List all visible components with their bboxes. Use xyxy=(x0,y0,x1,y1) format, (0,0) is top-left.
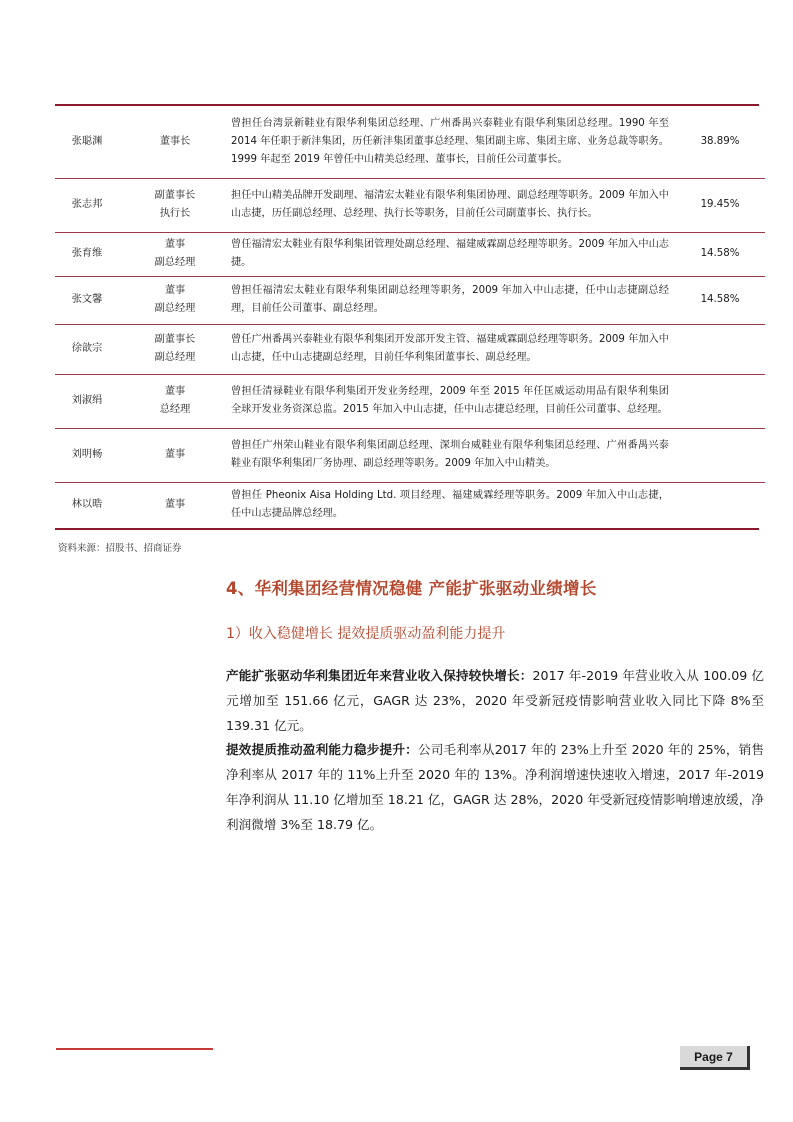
table-bottom-rule xyxy=(55,528,759,530)
title-line: 董事 xyxy=(164,449,186,460)
management-table-grid xyxy=(55,106,765,528)
paragraph-profit-body: 公司毛利率从2017 年的 23%上升至 2020 年的 25%，销售净利率从 2017 年的 11%上升至 2020 年的 13%。净利润增速快速收入增速，2017 年-2019 年净利润从 11.10 亿增加至 18.21 亿，GAGR 达 28%，2020 年受新冠疫情影响增速放缓，净利润微增 3%至 18.79 亿。 xyxy=(226,742,765,832)
sub-heading: 1）收入稳健增长 提效提质驱动盈利能力提升 xyxy=(226,626,506,642)
person-title xyxy=(119,428,231,482)
person-name: 张文馨 xyxy=(55,276,119,324)
person-name: 林以晧 xyxy=(71,499,103,511)
person-title xyxy=(119,482,231,528)
paragraph-revenue xyxy=(226,663,764,738)
paragraph-revenue-lead: 产能扩张驱动华利集团近年来营业收入保持较快增长： xyxy=(226,668,533,683)
table-row xyxy=(55,106,765,178)
paragraph-revenue-body: 2017 年-2019 年营业收入从 100.09 亿元增加至 151.66 亿元，GAGR 达 23%，2020 年受新冠疫情影响营业收入同比下降 8%至 139.31 亿元。 xyxy=(226,668,764,733)
source-note: 资料来源：招股书、招商证券 xyxy=(58,543,182,554)
title-line: 董事 xyxy=(164,285,186,296)
table-row xyxy=(55,428,765,482)
shareholding-pct xyxy=(675,324,765,374)
paragraph-profit-lead: 提效提质推动盈利能力稳步提升： xyxy=(226,742,418,757)
shareholding-pct: 38.89% xyxy=(675,106,765,178)
shareholding-pct: 14.58% xyxy=(675,232,765,276)
table-row xyxy=(55,482,765,528)
person-name: 刘淑绢 xyxy=(55,374,119,428)
table-row xyxy=(55,324,765,374)
table-row xyxy=(55,232,765,276)
person-title xyxy=(119,232,231,276)
person-bio: 曾担任 Pheonix Aisa Holding Ltd. 项目经理、福建威霖经理等职务。2009 年加入中山志捷，任中山志捷品牌总经理。 xyxy=(231,490,669,520)
person-bio: 曾任广州番禺兴泰鞋业有限华利集团开发部开发主管、福建威霖副总经理等职务。2009 年加入中山志捷，任中山志捷副总经理，目前任华利集团董事长、副总经理。 xyxy=(231,324,675,374)
title-line: 董事 xyxy=(164,499,186,511)
person-bio: 曾担任台湾景新鞋业有限华利集团总经理、广州番禺兴泰鞋业有限华利集团总经理。1990 年至2014 年任职于新沣集团，历任新沣集团董事总经理、集团副主席、集团主席、业务总裁等职务。1999 年起至 2019 年曾任中山精美总经理、董事长，目前任公司董事长。 xyxy=(231,106,675,178)
section-heading: 4、华利集团经营情况稳健 产能扩张驱动业绩增长 xyxy=(226,579,597,598)
table-row xyxy=(55,178,765,232)
title-line: 副总经理 xyxy=(154,352,196,363)
person-title xyxy=(119,324,231,374)
person-title xyxy=(119,178,231,232)
page-number: Page 7 xyxy=(680,1046,750,1070)
shareholding-pct xyxy=(675,428,765,482)
title-line: 董事长 xyxy=(159,135,191,147)
shareholding-pct xyxy=(675,482,765,528)
table-row xyxy=(55,374,765,428)
person-bio: 曾任福清宏太鞋业有限华利集团管理处副总经理、福建威霖副总经理等职务。2009 年加入中山志捷。 xyxy=(231,232,675,276)
shareholding-pct: 14.58% xyxy=(675,276,765,324)
person-title xyxy=(119,374,231,428)
person-name: 张育维 xyxy=(55,232,119,276)
shareholding-pct xyxy=(675,374,765,428)
person-title xyxy=(119,276,231,324)
title-line: 董事 xyxy=(164,239,186,250)
title-line: 副总经理 xyxy=(154,257,196,268)
title-line: 总经理 xyxy=(159,404,191,415)
person-name: 刘明畅 xyxy=(55,428,119,482)
title-line: 副董事长 xyxy=(154,334,196,345)
person-bio: 曾担任清禄鞋业有限华利集团开发业务经理，2009 年至 2015 年任匡威运动用品有限华利集团全球开发业务资深总监。2015 年加入中山志捷，任中山志捷总经理，目前任公司董事、总经理。 xyxy=(231,374,675,428)
person-name: 徐歆宗 xyxy=(55,324,119,374)
table-row xyxy=(55,276,765,324)
title-line: 副董事长 xyxy=(154,190,196,201)
person-bio: 担任中山精美品牌开发副理、福清宏太鞋业有限华利集团协理、副总经理等职务。2009 年加入中山志捷，历任副总经理、总经理、执行长等职务，目前任公司副董事长、执行长。 xyxy=(231,178,675,232)
title-line: 董事 xyxy=(164,386,186,397)
title-line: 执行长 xyxy=(159,208,191,219)
person-name: 张志邦 xyxy=(55,178,119,232)
paragraph-profit xyxy=(226,737,764,837)
person-name: 张聪渊 xyxy=(55,106,119,178)
shareholding-pct: 19.45% xyxy=(675,178,765,232)
title-line: 副总经理 xyxy=(154,303,196,314)
person-bio: 曾担任福清宏太鞋业有限华利集团副总经理等职务，2009 年加入中山志捷，任中山志捷副总经理，目前任公司董事、副总经理。 xyxy=(231,276,675,324)
management-table xyxy=(55,104,759,530)
person-bio: 曾担任广州荣山鞋业有限华利集团副总经理、深圳台威鞋业有限华利集团总经理、广州番禺兴泰鞋业有限华利集团厂务协理、副总经理等职务。2009 年加入中山精美。 xyxy=(231,428,675,482)
footnote-rule xyxy=(56,1048,213,1050)
person-title xyxy=(119,106,231,178)
